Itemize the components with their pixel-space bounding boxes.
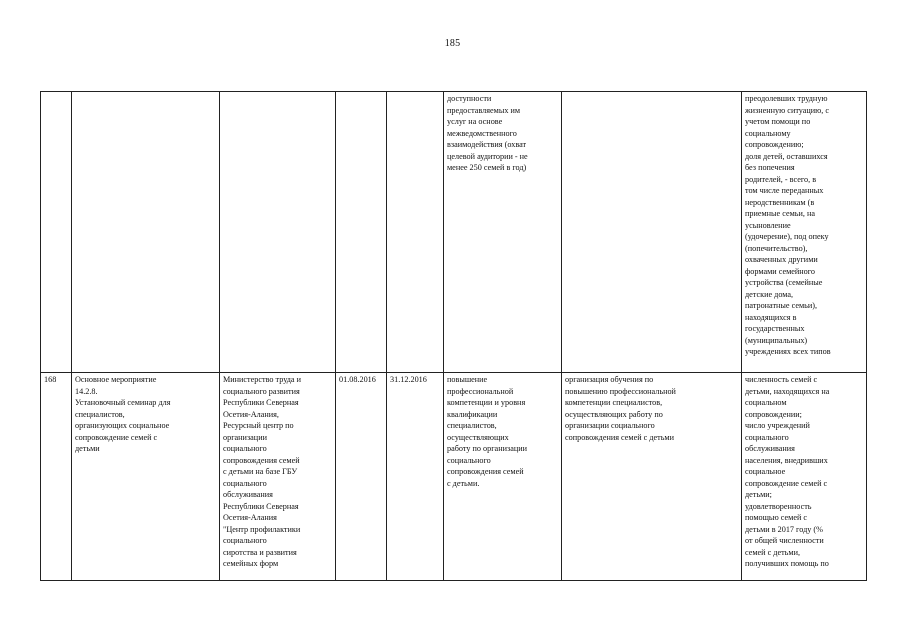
start-date-cell: 01.08.2016 xyxy=(336,373,387,581)
row-number-cell: 168 xyxy=(41,373,72,581)
event-cell xyxy=(72,92,220,373)
table-row xyxy=(41,373,867,581)
program-table xyxy=(40,91,867,581)
content-cell xyxy=(562,92,742,373)
table-row xyxy=(41,92,867,373)
expected-result-cell: повышение профессиональной компетенции и уровня квалификации специалистов, осуществляющих работу по организации социального сопровождения семей с детьми. xyxy=(444,373,562,581)
start-date-cell xyxy=(336,92,387,373)
expected-result-cell: доступности предоставляемых им услуг на основе межведомственного взаимодействия (охват целевой аудитории - не менее 250 семей в год) xyxy=(444,92,562,373)
indicators-cell: численность семей с детьми, находящихся на социальном сопровождении; число учреждений социального обслуживания населения, внедривших социальное сопровождение семей с детьми; удовлетворенность помощью семей с детьми в 2017 году (% от общей численности семей с детьми, получивших помощь по xyxy=(742,373,867,581)
end-date-cell xyxy=(387,92,444,373)
indicators-cell: преодолевших трудную жизненную ситуацию, с учетом помощи по социальному сопровождению; доля детей, оставшихся без попечения родителей, - всего, в том числе переданных неродственникам (в приемные семьи, на усыновление (удочерение), под опеку (попечительство), охваченных другими формами семейного устройства (семейные детские дома, патронатные семьи), находящихся в государственных (муниципальных) учреждениях всех типов xyxy=(742,92,867,373)
event-cell: Основное мероприятие 14.2.8. Установочный семинар для специалистов, организующих социальное сопровождение семей с детьми xyxy=(72,373,220,581)
executor-cell: Министерство труда и социального развития Республики Северная Осетия-Алания, Ресурсный центр по организации социального сопровождения семей с детьми на базе ГБУ социального обслуживания Республики Северная Осетия-Алания "Центр профилактики социального сиротства и развития семейных форм xyxy=(220,373,336,581)
page-number: 185 xyxy=(444,38,461,49)
content-cell: организация обучения по повышению профессиональной компетенции специалистов, осуществляющих работу по организации социального сопровождения семей с детьми xyxy=(562,373,742,581)
end-date-cell: 31.12.2016 xyxy=(387,373,444,581)
row-number-cell xyxy=(41,92,72,373)
executor-cell xyxy=(220,92,336,373)
